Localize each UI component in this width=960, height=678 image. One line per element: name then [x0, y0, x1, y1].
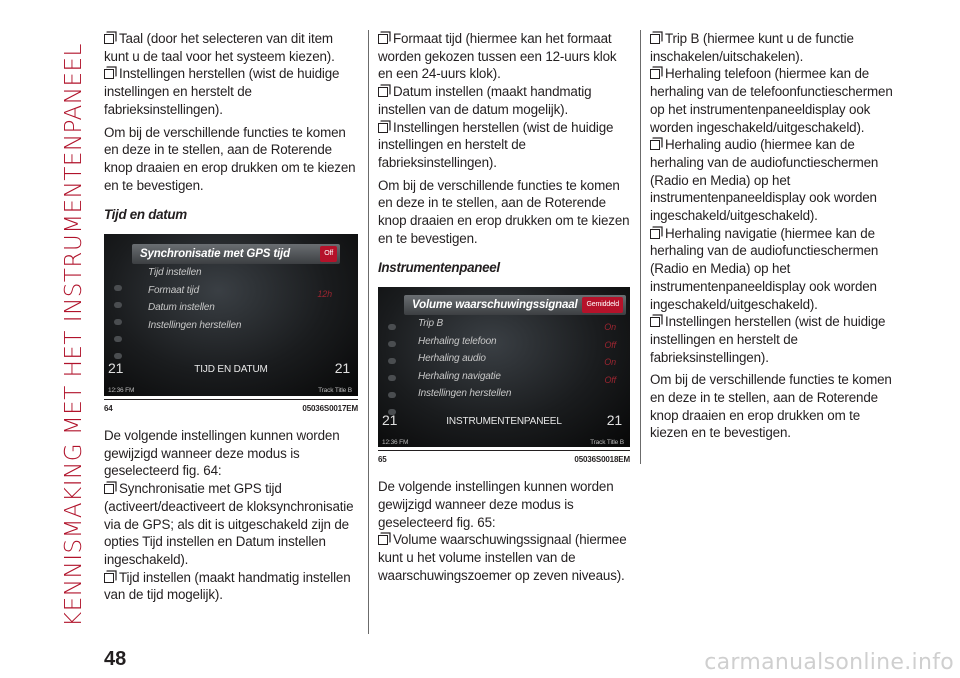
status-track: Track Title B [318, 387, 352, 395]
checkbox-bullet-icon [104, 573, 114, 583]
status-badge: Off [320, 246, 337, 262]
menu-value: Off [604, 340, 616, 351]
status-track: Track Title B [590, 439, 624, 447]
column-divider [368, 30, 369, 634]
menu-item: Instellingen herstellen [148, 319, 242, 331]
figure-code: 05036S0018EM [574, 455, 630, 465]
list-item: Synchronisatie met GPS tijd (activeert/deactiveert de kloksynchronisatie via de GPS; als dit is uitgeschakeld zijn de opties Tijd instellen en Datum instellen ingeschakeld). [104, 481, 354, 567]
paragraph: Om bij de verschillende functies te komen en deze in te stellen, aan de Roterende knop draaien en erop drukken om te kiezen en te bevestigen. [378, 177, 630, 246]
screen-footer-label: TIJD EN DATUM [194, 364, 268, 376]
list-item: Instellingen herstellen (wist de huidige instellingen en herstelt de fabrieksinstellingen). [650, 314, 886, 365]
checkbox-bullet-icon [378, 535, 388, 545]
text-column-3 [650, 30, 900, 442]
list-item: Herhaling telefoon (hiermee kan de herhaling van de telefoonfunctieschermen op het instrumentenpaneeldisplay ook worden ingeschakeld/uitgeschakeld). [650, 66, 893, 135]
menu-icons [386, 313, 400, 415]
figure-caption [378, 450, 630, 464]
checkbox-bullet-icon [378, 34, 388, 44]
paragraph: Om bij de verschillende functies te komen en deze in te stellen, aan de Roterende knop draaien en erop drukken om te kiezen en te bevestigen. [650, 372, 892, 441]
list-item: Tijd instellen (maakt handmatig instellen van de tijd mogelijk). [104, 569, 351, 603]
menu-icons [112, 274, 126, 359]
checkbox-bullet-icon [650, 229, 660, 239]
menu-value: On [604, 357, 616, 368]
status-time: 12:36 FM [108, 387, 135, 395]
watermark: carmanualsonline.info [704, 650, 954, 675]
text-column-2 [378, 30, 630, 584]
status-time: 12:36 FM [382, 439, 409, 447]
left-reading: 21 [108, 360, 124, 377]
column-divider [640, 30, 641, 464]
menu-item: Formaat tijd [148, 284, 199, 296]
list-item: Instellingen herstellen (wist de huidige instellingen en herstelt de fabrieksinstellingen). [378, 119, 614, 170]
menu-item: Instellingen herstellen [418, 388, 512, 400]
menu-item: Trip B [418, 318, 444, 330]
screen-footer-label: INSTRUMENTENPANEEL [446, 416, 562, 428]
checkbox-bullet-icon [104, 69, 114, 79]
paragraph: De volgende instellingen kunnen worden gewijzigd wanneer deze modus is geselecteerd fig. 64: [104, 428, 340, 479]
right-reading: 21 [334, 360, 350, 377]
checkbox-bullet-icon [104, 34, 114, 44]
list-item: Taal (door het selecteren van dit item kunt u de taal voor het systeem kiezen). [104, 31, 335, 64]
menu-value: Off [604, 375, 616, 386]
section-heading: Instrumentenpaneel [378, 260, 500, 276]
paragraph: Om bij de verschillende functies te komen en deze in te stellen, aan de Roterende knop draaien en erop drukken om te kiezen en te bevestigen. [104, 124, 356, 193]
menu-value: 12h [317, 289, 332, 300]
status-badge: Gemiddeld [582, 297, 623, 313]
paragraph: De volgende instellingen kunnen worden gewijzigd wanneer deze modus is geselecteerd fig. 65: [378, 479, 614, 530]
figure-time-date-screen [104, 234, 358, 396]
menu-item: Herhaling navigatie [418, 370, 501, 382]
figure-code: 05036S0017EM [302, 404, 358, 414]
checkbox-bullet-icon [650, 69, 660, 79]
list-item: Herhaling audio (hiermee kan de herhaling van de audiofunctieschermen (Radio en Media) op het instrumentenpaneeldisplay ook worden ingeschakeld/uitgeschakeld). [650, 137, 879, 224]
left-reading: 21 [382, 412, 398, 429]
menu-value: On [604, 322, 616, 333]
checkbox-bullet-icon [650, 317, 660, 327]
list-item: Volume waarschuwingssignaal (hiermee kunt u het volume instellen van de waarschuwingszoemer op zeven niveaus). [378, 532, 627, 583]
checkbox-bullet-icon [104, 484, 114, 494]
checkbox-bullet-icon [650, 34, 660, 44]
list-item: Datum instellen (maakt handmatig instellen van de datum mogelijk). [378, 84, 592, 117]
figure-number: 65 [378, 455, 387, 465]
section-heading: Tijd en datum [104, 207, 187, 223]
screen-menu-list [148, 264, 338, 334]
menu-item: Herhaling audio [418, 353, 486, 365]
list-item: Formaat tijd (hiermee kan het formaat worden gekozen tussen een 12-uurs klok en een 24-uurs klok). [378, 31, 617, 82]
text-column-1 [104, 30, 358, 604]
checkbox-bullet-icon [650, 140, 660, 150]
chapter-title-text: KENNISMAKING MET HET INSTRUMENTENPANEEL [61, 43, 87, 627]
page-number: 48 [104, 648, 127, 670]
screen-menu-list [418, 315, 618, 403]
checkbox-bullet-icon [378, 87, 388, 97]
screen-menu-header: Volume waarschuwingssignaal Gemiddeld [404, 295, 626, 315]
list-item: Trip B (hiermee kunt u de functie inschakelen/uitschakelen). [650, 31, 854, 64]
menu-item: Herhaling telefoon [418, 335, 497, 347]
figure-number: 64 [104, 404, 113, 414]
checkbox-bullet-icon [378, 123, 388, 133]
figure-instrument-panel-screen [378, 287, 630, 447]
screen-menu-header: Synchronisatie met GPS tijd Off [132, 244, 340, 264]
chapter-side-title [58, 20, 90, 650]
menu-item: Tijd instellen [148, 267, 202, 279]
figure-caption [104, 399, 358, 413]
list-item: Instellingen herstellen (wist de huidige instellingen en herstelt de fabrieksinstellingen). [104, 66, 340, 117]
right-reading: 21 [606, 412, 622, 429]
menu-item: Datum instellen [148, 302, 215, 314]
list-item: Herhaling navigatie (hiermee kan de herhaling van de audiofunctieschermen (Radio en Media) op het instrumentenpaneeldisplay ook worden ingeschakeld/uitgeschakeld). [650, 225, 879, 312]
